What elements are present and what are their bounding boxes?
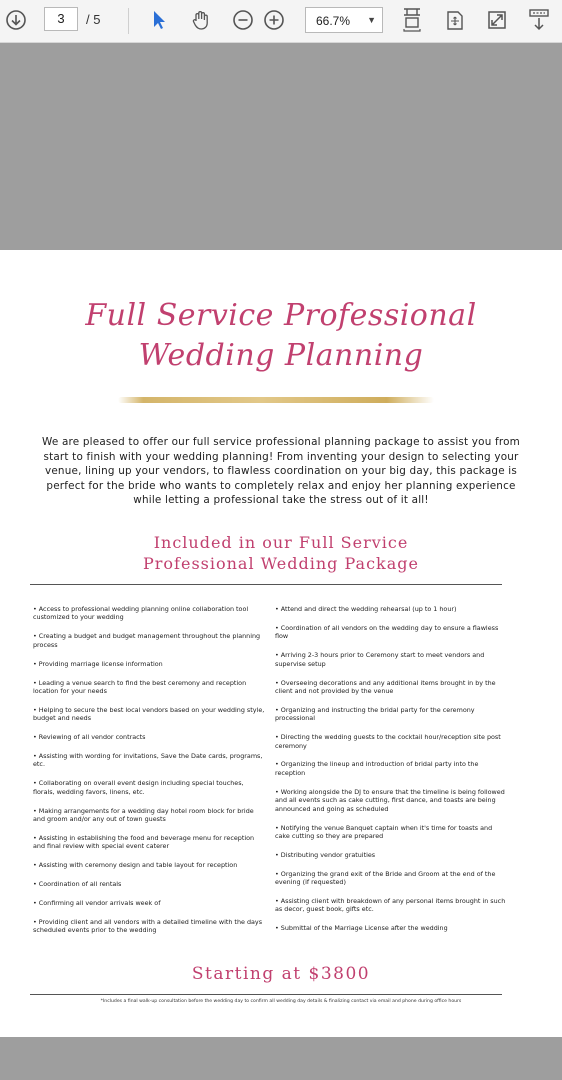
page-title-line-2: Wedding Planning xyxy=(138,338,424,373)
list-item: • Helping to secure the best local vendors based on your wedding style, budget and needs xyxy=(33,705,265,723)
zoom-select[interactable] xyxy=(305,7,383,33)
list-item: • Collaborating on overall event design including special touches, florals, wedding favors, linens, etc. xyxy=(33,779,244,796)
list-item: • Coordination of all vendors on the wedding day to ensure a flawless flow xyxy=(275,623,499,641)
services-list-left xyxy=(33,605,265,945)
toolbar-divider xyxy=(128,8,129,34)
list-item: • Arriving 2-3 hours prior to Ceremony start to meet vendors and supervise setup xyxy=(275,651,485,668)
pdf-toolbar xyxy=(0,0,562,43)
fit-page-icon[interactable] xyxy=(401,8,423,32)
list-item: • Confirming all vendor arrivals week of xyxy=(33,899,161,908)
fullscreen-icon[interactable] xyxy=(486,8,508,32)
list-item: • Reviewing of all vendor contracts xyxy=(33,733,146,742)
footnote: *Includes a final walk-up consultation before the wedding day to confirm all wedding day details & finalizing contact via email and phone during office hours xyxy=(100,999,462,1004)
list-item: • Leading a venue search to find the best ceremony and reception location for your needs xyxy=(33,678,247,695)
list-item: • Organizing the lineup and introduction of bridal party into the reception xyxy=(275,760,479,777)
rotate-icon[interactable] xyxy=(444,8,466,32)
gold-brush-divider xyxy=(118,397,434,403)
intro-paragraph: We are pleased to offer our full service professional planning package to assist you from start to finish with your wedding planning! From inventing your design to selecting your venue, lining up your vendors, to flawless coordination on your big day, this package is perfect for the bride who wants to completely relax and enjoy her planning experience while letting a professional take the stress out of it all! xyxy=(42,436,520,506)
section-heading-line-1: Included in our Full Service xyxy=(153,533,409,552)
zoom-in-icon[interactable] xyxy=(262,8,286,32)
list-item: • Providing marriage license information xyxy=(33,659,163,668)
list-item: • Overseeing decorations and any additional items brought in by the client and not provided by the venue xyxy=(275,678,496,695)
select-arrow-icon[interactable] xyxy=(148,8,170,32)
hand-icon[interactable] xyxy=(189,8,213,32)
document-page xyxy=(0,250,562,1037)
services-list-right xyxy=(275,605,507,943)
download-icon[interactable] xyxy=(4,8,28,32)
list-item: • Notifying the venue Banquet captain when it's time for toasts and cake cutting so they are prepared xyxy=(275,823,493,840)
section-divider-bottom xyxy=(30,994,502,995)
section-divider-top xyxy=(30,584,502,585)
list-item: • Distributing vendor gratuities xyxy=(275,850,376,859)
list-item: • Making arrangements for a wedding day hotel room block for bride and groom and/or any out of town guests xyxy=(33,806,254,824)
price-label: Starting at $3800 xyxy=(191,964,371,984)
list-item: • Access to professional wedding planning online collaboration tool customized to your wedding xyxy=(33,605,249,622)
page-title-line-1: Full Service Professional xyxy=(85,298,477,333)
section-heading-line-2: Professional Wedding Package xyxy=(143,554,419,573)
list-item: • Assisting client with breakdown of any personal items brought in such as decor, guest book, gifts etc. xyxy=(275,897,506,914)
page-total-label: / 5 xyxy=(86,12,101,27)
list-item: • Attend and direct the wedding rehearsal (up to 1 hour) xyxy=(275,605,457,613)
list-item: • Assisting with ceremony design and table layout for reception xyxy=(33,861,238,870)
page-number-input[interactable]: 3 xyxy=(44,7,78,31)
list-item: • Organizing the grand exit of the Bride and Groom at the end of the evening (if requested) xyxy=(275,869,496,887)
list-item: • Assisting in establishing the food and beverage menu for reception and final review with special event caterer xyxy=(33,834,255,851)
list-item: • Organizing and instructing the bridal party for the ceremony processional xyxy=(275,705,475,723)
list-item: • Creating a budget and budget management throughout the planning process xyxy=(33,632,261,649)
list-item: • Coordination of all rentals xyxy=(33,880,122,889)
zoom-value: 66.7% xyxy=(316,14,351,28)
list-item: • Assisting with wording for invitations, Save the Date cards, programs, etc. xyxy=(33,752,263,769)
list-item: • Providing client and all vendors with a detailed timeline with the days scheduled events prior to the wedding xyxy=(33,918,263,935)
more-tools-icon[interactable] xyxy=(528,8,550,32)
zoom-out-icon[interactable] xyxy=(231,8,255,32)
list-item: • Directing the wedding guests to the cocktail hour/reception site post ceremony xyxy=(275,733,501,750)
list-item: • Submittal of the Marriage License after the wedding xyxy=(275,924,448,933)
chevron-down-icon: ▼ xyxy=(367,15,376,25)
list-item: • Working alongside the DJ to ensure that the timeline is being followed and all events such as cake cutting, first dance, and toasts are being announced and going as scheduled xyxy=(275,787,505,813)
